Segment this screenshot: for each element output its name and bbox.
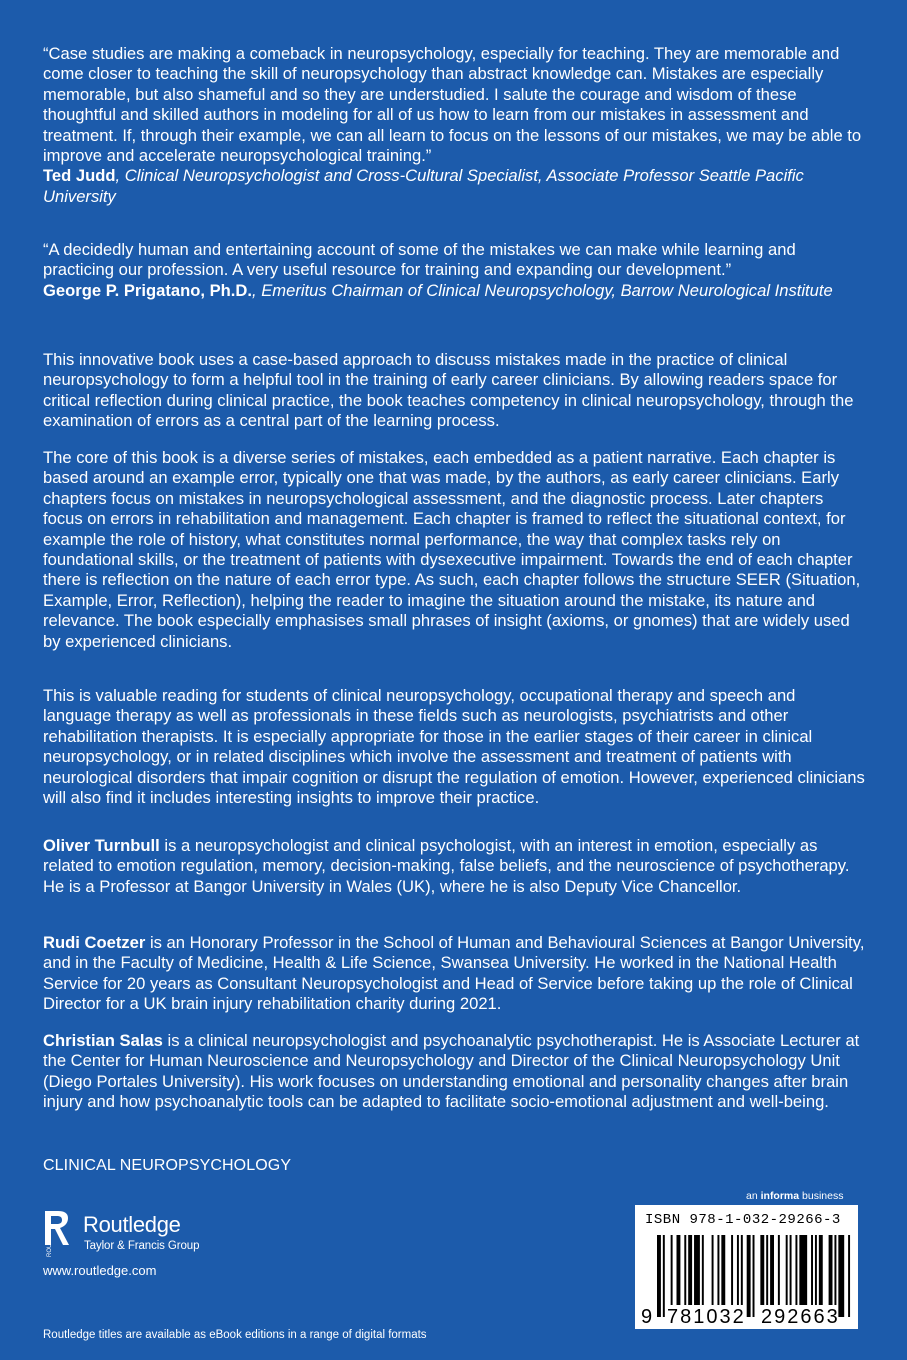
publisher-logo xyxy=(41,1209,241,1259)
svg-text:ROUTLEDGE: ROUTLEDGE xyxy=(47,1219,53,1257)
barcode-bar xyxy=(712,1235,714,1305)
barcode-bar xyxy=(778,1235,780,1305)
barcode-bar xyxy=(741,1235,743,1305)
barcode-bar xyxy=(684,1235,686,1305)
author-bio: Rudi Coetzer is an Honorary Professor in the School of Human and Behavioural Sciences at Bangor University, and in the Faculty of Medicine, Health & Life Science, Swansea University. He worked in the National Health Service for 20 years as Consultant Neuropsychologist and Head of Service before taking up the role of Clinical Director for a UK brain injury rehabilitation charity during 2021. xyxy=(43,933,865,1014)
barcode-bar xyxy=(688,1235,692,1305)
ebook-note: Routledge titles are available as eBook editions in a range of digital formats xyxy=(43,1329,427,1341)
barcode-bar xyxy=(694,1235,700,1305)
isbn-label: ISBN 978-1-032-29266-3 xyxy=(645,1212,841,1228)
barcode-bar xyxy=(677,1235,681,1305)
barcode-bar xyxy=(838,1235,844,1317)
endorsement-quote-2 xyxy=(43,240,865,301)
barcode-bar xyxy=(848,1235,850,1317)
barcode-bar xyxy=(815,1235,817,1305)
description-paragraph: This innovative book uses a case-based approach to discuss mistakes made in the practice of clinical neuropsychology to form a helpful tool in the training of early career clinicians. By allowing readers space for critical reflection during clinical practice, the book teaches competency in clinical neuropsychology, through the examination of errors as a central part of the learning process. xyxy=(43,350,854,431)
barcode-bar xyxy=(819,1235,823,1305)
barcode-bar xyxy=(671,1235,673,1305)
author-name: Oliver Turnbull xyxy=(43,836,160,855)
author-name: Rudi Coetzer xyxy=(43,933,146,952)
informa-brand: informa xyxy=(760,1190,800,1202)
endorsement-quote-1 xyxy=(43,44,865,207)
barcode-digits-left: 781032 xyxy=(667,1306,746,1328)
barcode-bar xyxy=(786,1235,788,1305)
barcode-bar xyxy=(657,1235,661,1317)
author-bio: Oliver Turnbull is a neuropsychologist and clinical psychologist, with an interest in emotion, especially as related to emotion regulation, memory, decision-making, false beliefs, and the neuroscience of psychotherapy. He is a Professor at Bangor University in Wales (UK), where he is also Deputy Vice Chancellor. xyxy=(43,836,850,896)
routledge-logo-icon xyxy=(41,1209,71,1259)
quote-author: George P. Prigatano, Ph.D. xyxy=(43,280,253,300)
barcode-bar xyxy=(795,1235,797,1305)
publisher-group: Taylor & Francis Group xyxy=(84,1240,200,1252)
quote-affiliation: , Emeritus Chairman of Clinical Neuropsychology, Barrow Neurological Institute xyxy=(252,280,833,300)
quote-text: “Case studies are making a comeback in neuropsychology, especially for teaching. They are memorable and come closer to teaching the skill of neuropsychology than abstract knowledge can. Mistakes are especially memorable, but also shameful and so they are understudied. I salute the courage and wisdom of these thoughtful and skilled authors in modeling for all of us how to learn from our mistakes in assessment and treatment. If, through their example, we can all learn to focus on the lessons of our mistakes, we may be able to improve and accelerate neuropsychological training.” xyxy=(43,44,862,166)
quote-author: Ted Judd xyxy=(43,166,116,186)
barcode-bar xyxy=(770,1235,774,1305)
barcode-bar xyxy=(731,1235,733,1305)
barcode-bar xyxy=(834,1235,836,1305)
barcode-digits-right: 292663 xyxy=(761,1306,840,1328)
barcode-bar xyxy=(790,1235,792,1305)
barcode-digit-first: 9 xyxy=(641,1306,655,1328)
series-label: CLINICAL NEUROPSYCHOLOGY xyxy=(43,1157,292,1174)
informa-tagline: an informa business xyxy=(746,1190,844,1202)
author-name: Christian Salas xyxy=(43,1031,163,1050)
description-paragraph: This is valuable reading for students of clinical neuropsychology, occupational therapy and speech and language therapy as well as professionals in these fields such as neurologists, psychiatrists and other rehabilitation therapists. It is especially appropriate for those in the earlier stages of their career in clinical neuropsychology, or in related disciplines which involve the assessment and treatment of patients with neurological disorders that impair cognition or disrupt the regulation of emotion. However, experienced clinicians will also find it includes interesting insights to improve their practice. xyxy=(43,686,865,808)
barcode-bar xyxy=(747,1235,751,1317)
quote-text: “A decidedly human and entertaining account of some of the mistakes we can make while learning and practicing our profession. A very useful resource for training and expanding our development.” xyxy=(43,240,796,280)
barcode-bar xyxy=(829,1235,833,1305)
barcode-bar xyxy=(811,1235,813,1305)
author-bio: Christian Salas is a clinical neuropsychologist and psychoanalytic psychotherapist. He is Associate Lecturer at the Center for Human Neuroscience and Neuropsychology and Director of the Clinical Neuropsychology Unit (Diego Portales University). His work focuses on understanding emotional and personality changes after brain injury and how psychoanalytic tools can be adapted to facilitate socio-emotional adjustment and well-being. xyxy=(43,1031,860,1112)
barcode-bar xyxy=(737,1235,739,1305)
barcode-bar xyxy=(663,1235,665,1317)
barcode-bar xyxy=(799,1235,807,1305)
barcode-bar xyxy=(717,1235,719,1305)
barcode-bar xyxy=(702,1235,704,1305)
publisher-url[interactable]: www.routledge.com xyxy=(43,1263,157,1278)
barcode-bar xyxy=(721,1235,725,1305)
quote-affiliation: , Clinical Neuropsychologist and Cross-Cultural Specialist, Associate Professor Seattle Pacific University xyxy=(43,166,804,206)
barcode-bar xyxy=(766,1235,768,1305)
publisher-name: Routledge xyxy=(83,1212,181,1237)
barcode-bar xyxy=(760,1235,764,1305)
description-paragraph: The core of this book is a diverse series of mistakes, each embedded as a patient narrative. Each chapter is based around an example error, typically one that was made, by the authors, as early career clinicians. Early chapters focus on mistakes in neuropsychological assessment, and the diagnostic process. Later chapters focus on errors in rehabilitation and management. Each chapter is framed to reflect the situational context, for example the role of history, what constitutes normal performance, the way that complex tasks rely on foundational skills, or the treatment of patients with dysexecutive impairment. Towards the end of each chapter there is reflection on the nature of each error type. As such, each chapter follows the structure SEER (Situation, Example, Error, Reflection), helping the reader to imagine the situation around the mistake, its nature and relevance. The book especially emphasises small phrases of insight (axioms, or gnomes) that are widely used by experienced clinicians. xyxy=(43,448,861,651)
barcode-bar xyxy=(753,1235,755,1317)
isbn-barcode xyxy=(635,1205,858,1329)
